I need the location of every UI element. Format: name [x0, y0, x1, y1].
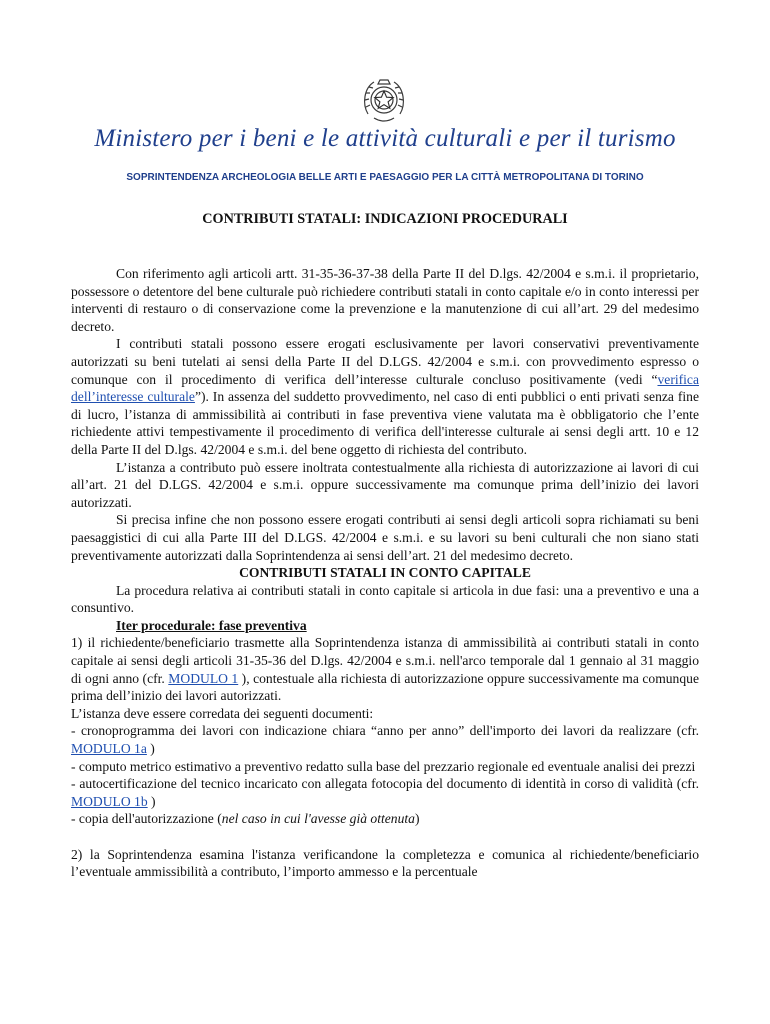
section-intro: La procedura relativa ai contributi statali in conto capitale si articola in due fasi: una a preventivo e una a consuntivo. — [71, 582, 699, 616]
item-text: - copia dell'autorizzazione ( — [71, 811, 222, 827]
subsection-heading: Iter procedurale: fase preventiva — [116, 617, 307, 633]
paragraph-references: Con riferimento agli articoli artt. 31-35-36-37-38 della Parte II del D.lgs. 42/2004 e s.m.i. il proprietario, possessore o detentore del bene culturale può richiedere contributi statali in conto capitale e/o in conto interessi per interventi di restauro o di conservazione come la prevenzione e la manutenzione di cui all’art. 29 del medesimo decreto. — [71, 266, 699, 334]
paragraph-text: I contributi statali possono essere erogati esclusivamente per lavori conservativi preventivamente autorizzati su beni tutelati ai sensi della Parte II del D.LGS. 42/2004 e s.m.i. con provvedimento espresso o comunque con il procedimento di verifica dell’interesse culturale concluso positivamente (vedi “ — [71, 336, 699, 387]
ministry-heading: Ministero per i beni e le attività culturali e per il turismo — [94, 125, 676, 152]
paragraph-exclusions: Si precisa infine che non possono essere erogati contributi ai sensi degli articoli sopra richiamati su beni paesaggistici di cui alla Parte III del D.LGS. 42/2004 e s.m.i. e su lavori su beni culturali che non siano stati preventivamente autorizzati dalla Soprintendenza ai sensi dell’art. 21 del medesimo decreto. — [71, 512, 699, 563]
modulo-1a-link[interactable]: MODULO 1a — [71, 741, 147, 757]
item-text: - autocertificazione del tecnico incaricato con allegata fotocopia del documento di identità in corso di validità (cfr. — [71, 776, 699, 792]
step-text: ), contestuale alla richiesta di autorizzazione oppure successivamente ma comunque prima dell’inizio dei lavori autorizzati. — [71, 670, 699, 704]
step-2: 2) la Soprintendenza esamina l'istanza verificandone la completezza e comunica al richiedente/beneficiario l’eventuale ammissibilità a contributo, l’importo ammesso e la percentuale — [71, 846, 699, 880]
section-heading: CONTRIBUTI STATALI IN CONTO CAPITALE — [239, 565, 531, 581]
item-text: ) — [414, 811, 420, 827]
document-body — [71, 265, 699, 881]
item-text: - cronoprogramma dei lavori con indicazione chiara “anno per anno” dell'importo dei lavori da realizzare (cfr. — [71, 723, 699, 739]
paragraph-text: ”). In assenza del suddetto provvedimento, nel caso di enti pubblici o enti privati senza fine di lucro, l’istanza di ammissibilità ai contributi in fase preventiva viene valutata ma è obbligatorio che l’ente richiedente attivi tempestivamente il procedimento di verifica dell'interesse culturale ai sensi degli artt. 10 e 12 della Parte II del D.lgs. 42/2004 e s.m.i. del bene oggetto di richiesta del contributo. — [71, 389, 699, 457]
verifica-interesse-link[interactable]: verifica dell’interesse culturale — [71, 371, 699, 405]
documents-intro: L’istanza deve essere corredata dei seguenti documenti: — [71, 705, 374, 721]
paragraph-conditions — [71, 335, 699, 458]
document-item-cronoprogramma — [71, 722, 699, 757]
paragraph-timing: L’istanza a contributo può essere inoltrata contestualmente alla richiesta di autorizzazione ai lavori di cui all’art. 21 del D.LGS. 42/2004 e s.m.i. oppure successivamente ma comunque prima dell’inizio dei lavori autorizzati. — [71, 459, 699, 510]
modulo-1-link[interactable]: MODULO 1 — [168, 670, 239, 686]
office-subheading: SOPRINTENDENZA ARCHEOLOGIA BELLE ARTI E PAESAGGIO PER LA CITTÀ METROPOLITANA DI TORINO — [126, 172, 644, 183]
item-italic-note: nel caso in cui l'avesse già ottenuta — [221, 811, 415, 827]
modulo-1b-link[interactable]: MODULO 1b — [71, 793, 148, 809]
spacer — [71, 828, 699, 846]
item-text: ) — [147, 793, 156, 809]
italian-republic-emblem-icon — [360, 74, 408, 126]
step-text: 1) il richiedente/beneficiario trasmette alla Soprintendenza istanza di ammissibilità ai contributi statali in conto capitale ai sensi degli articoli 31-35-36 del D.lgs. 42/2004 e s.m.i. nell'arco temporale dal 1 gennaio al 31 maggio di ogni anno (cfr. — [71, 635, 699, 686]
document-item-autocertificazione — [71, 775, 699, 810]
item-text: ) — [146, 741, 155, 757]
document-title: CONTRIBUTI STATALI: INDICAZIONI PROCEDURALI — [202, 211, 568, 227]
step-1 — [71, 634, 699, 704]
document-item-computo: - computo metrico estimativo a preventivo redatto sulla base del prezzario regionale ed eventuale analisi dei prezzi — [71, 758, 696, 774]
document-item-autorizzazione — [71, 810, 699, 828]
